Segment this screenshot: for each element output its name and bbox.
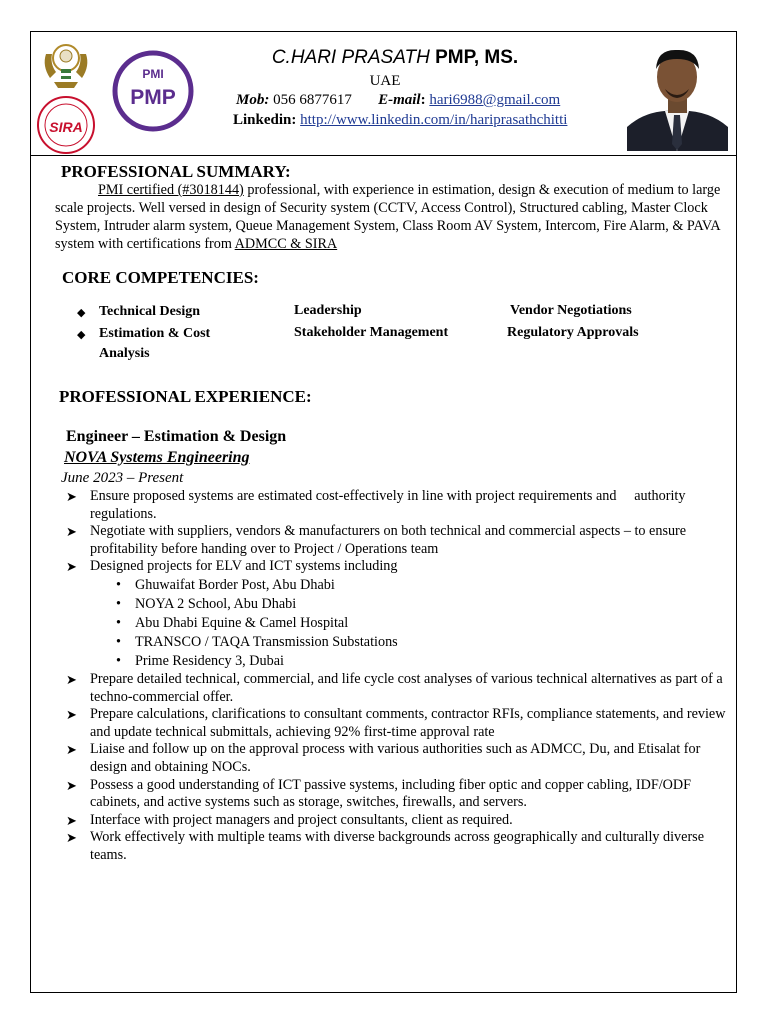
certs-from: ADMCC & SIRA [234,236,338,252]
sira-logo-text: SIRA [49,119,83,135]
project-item: • Abu Dhabi Equine & Camel Hospital [66,614,738,633]
header-divider [30,155,737,156]
list-item: ➤ Possess a good understanding of ICT passive systems, including fiber optic and copper cabling, IDF/ODF cabinets, and active systems such as storage, switches, firewalls, and servers. [66,776,692,811]
pmp-logo [112,46,194,136]
contact-line: Mob: 056 6877617 E-mail: hari6988@gmail.com [236,92,561,108]
competency-item: Stakeholder Management [294,325,449,340]
experience-title: PROFESSIONAL EXPERIENCE: [59,387,312,406]
uae-emblem-icon [36,36,96,156]
project-item: • NOYA 2 School, Abu Dhabi [66,595,738,614]
credentials-text: PMP, MS. [435,47,519,68]
job-dates: June 2023 – Present [61,470,184,486]
diamond-bullet-icon: ◆ [77,329,86,341]
mobile-number: 056 6877617 [273,92,352,108]
competency-item: Estimation & Cost [99,326,211,341]
list-item: ➤ Liaise and follow up on the approval process with various authorities such as ADMCC, Du, and Etisalat for design and obtaining NOCs. [66,741,701,775]
arrow-bullet-icon: ➤ [66,524,77,540]
list-item: ➤ Prepare detailed technical, commercial, and life cycle cost analyses of various technical alternatives as part of a techno-commercial offer. [66,670,723,705]
list-item: ➤ Negotiate with suppliers, vendors & manufacturers on both technical and commercial aspects – to ensure profitability before handing over to Project / Operations team [66,523,687,557]
summary-text: PMI certified (#3018144) professional, with experience in estimation, design & execution of medium to large scale projects. Well versed in design of Security system (CCTV, Access Control), Structured cabling, Master Clock System, Intruder alarm system, Queue Management System, Class Room AV System, Intercom, Fire Alarm, & PAVA system with certifications from ADMCC & SIRA [55,182,721,252]
competency-item: Analysis [99,346,150,361]
projects-list [66,576,738,671]
arrow-bullet-icon: ➤ [66,489,77,504]
logos-column [36,36,96,161]
competency-item: Vendor Negotiations [510,303,632,318]
location: UAE [369,73,401,89]
arrow-bullet-icon: ➤ [66,707,77,723]
arrow-bullet-icon: ➤ [66,742,77,758]
competency-item: Regulatory Approvals [507,325,639,340]
project-item: • Ghuwaifat Border Post, Abu Dhabi [66,576,738,595]
pmi-logo-text: PMI [142,67,164,81]
linkedin-label: Linkedin: [233,112,297,128]
arrow-bullet-icon: ➤ [66,777,77,793]
arrow-bullet-icon: ➤ [66,671,77,687]
pmi-cert: PMI certified (#3018144) [98,182,244,198]
summary-title: PROFESSIONAL SUMMARY: [61,162,291,181]
competency-item: Leadership [294,303,362,318]
linkedin-line [233,112,567,129]
arrow-bullet-icon: ➤ [66,830,77,846]
project-item: • Prime Residency 3, Dubai [66,652,738,671]
job-title: Engineer – Estimation & Design [66,428,287,445]
company-name: NOVA Systems Engineering [64,449,250,466]
list-item: ➤ Ensure proposed systems are estimated cost-effectively in line with project requirements and authority regulations. [66,488,686,522]
arrow-bullet-icon: ➤ [66,812,77,828]
list-item: ➤ Interface with project managers and project consultants, client as required. [66,811,513,828]
email-link[interactable]: hari6988@gmail.com [429,92,561,108]
linkedin-link[interactable]: http://www.linkedin.com/in/hariprasathchitti [300,112,568,128]
list-item: ➤ Designed projects for ELV and ICT systems including [66,558,398,575]
competency-item: Technical Design [99,304,200,319]
pmp-logo-text: PMP [130,86,176,109]
diamond-bullet-icon: ◆ [77,307,86,319]
candidate-name [230,47,560,69]
profile-photo [627,39,728,151]
competencies-title: CORE COMPETENCIES: [62,268,259,287]
list-item: ➤ Work effectively with multiple teams with diverse backgrounds across geographically and culturally diverse teams. [66,829,704,863]
mobile-label: Mob [236,92,265,108]
name-text: C.HARI PRASATH [271,47,430,68]
arrow-bullet-icon: ➤ [66,559,77,575]
responsibilities-list [66,488,738,865]
email-label: E-mail [378,92,421,108]
project-item: • TRANSCO / TAQA Transmission Substations [66,633,738,652]
list-item: ➤ Prepare calculations, clarifications to consultant comments, contractor RFIs, compliance statements, and review and update technical submittals, achieving 92% first-time approval rate [66,706,726,740]
